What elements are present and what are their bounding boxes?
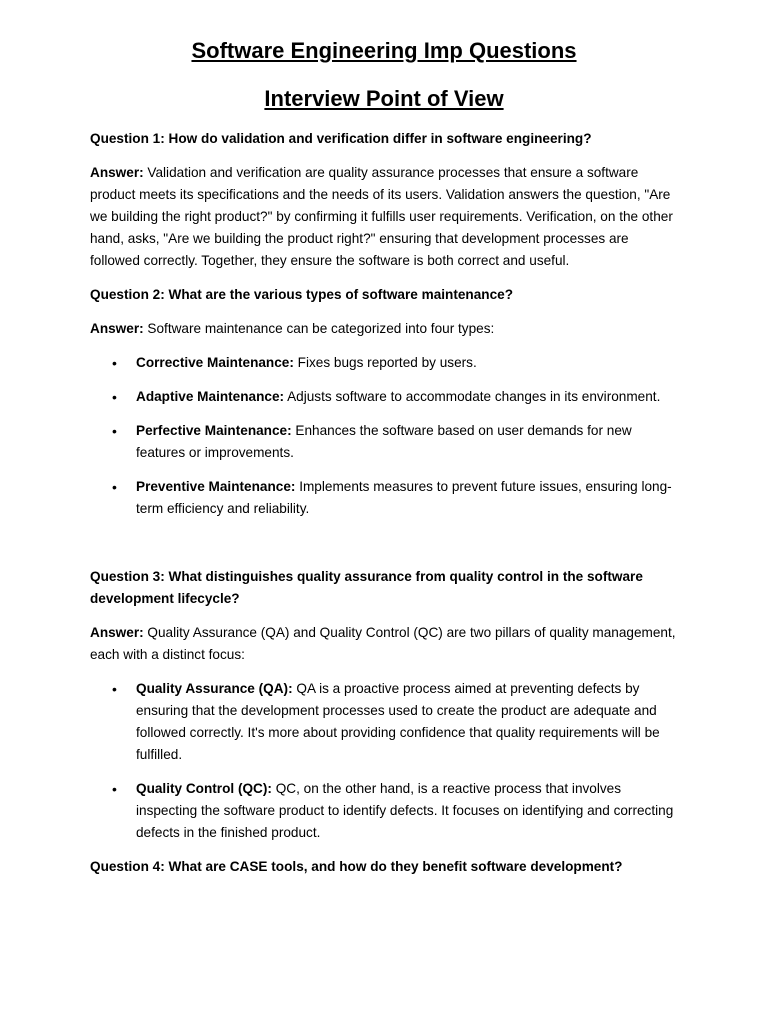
qa-qc-list <box>90 678 678 844</box>
bullet-icon: • <box>112 423 117 439</box>
answer-label: Answer: <box>90 321 144 336</box>
maintenance-types-list <box>90 352 678 520</box>
document-subtitle: Interview Point of View <box>264 86 504 111</box>
section-spacer <box>90 532 678 566</box>
list-item-term: Preventive Maintenance: <box>136 479 296 494</box>
list-item-text: Adjusts software to accommodate changes in its environment. <box>287 389 661 404</box>
answer-3 <box>90 622 678 666</box>
answer-label: Answer: <box>90 165 144 180</box>
bullet-icon: • <box>112 781 117 797</box>
answer-text: Software maintenance can be categorized into four types: <box>147 321 495 336</box>
answer-text: Quality Assurance (QA) and Quality Control (QC) are two pillars of quality management, each with a distinct focus: <box>90 625 676 662</box>
answer-label: Answer: <box>90 625 144 640</box>
list-item-term: Adaptive Maintenance: <box>136 389 285 404</box>
document-title: Software Engineering Imp Questions <box>191 38 577 63</box>
list-item-text: Implements measures to prevent future issues, ensuring long-term efficiency and reliability. <box>136 479 672 516</box>
bullet-icon: • <box>112 479 117 495</box>
bullet-icon: • <box>112 389 117 405</box>
question-3: Question 3: What distinguishes quality assurance from quality control in the software development lifecycle? <box>90 569 643 606</box>
list-item <box>90 420 678 464</box>
list-item <box>90 386 678 408</box>
bullet-icon: • <box>112 681 117 697</box>
list-item-term: Quality Assurance (QA): <box>136 681 293 696</box>
list-item <box>90 476 678 520</box>
answer-text: Validation and verification are quality assurance processes that ensure a software product meets its specifications and the needs of its users. Validation answers the question, "Are we building the right product?" by confirming it fulfills user requirements. Verification, on the other hand, asks, "Are we building the product right?" ensuring that development processes are followed correctly. Together, they ensure the software is both correct and useful. <box>90 165 673 268</box>
list-item <box>90 678 678 766</box>
answer-2 <box>90 318 678 340</box>
list-item-text: Enhances the software based on user demands for new features or improvements. <box>136 423 632 460</box>
bullet-icon: • <box>112 355 117 371</box>
question-4: Question 4: What are CASE tools, and how do they benefit software development? <box>90 859 623 874</box>
list-item-text: QC, on the other hand, is a reactive process that involves inspecting the software product to identify defects. It focuses on identifying and correcting defects in the finished product. <box>136 781 674 840</box>
list-item-term: Corrective Maintenance: <box>136 355 294 370</box>
list-item-text: QA is a proactive process aimed at preventing defects by ensuring that the development processes used to create the product are adequate and followed correctly. It's more about providing confidence that quality requirements will be fulfilled. <box>136 681 660 762</box>
question-2: Question 2: What are the various types of software maintenance? <box>90 287 514 302</box>
list-item <box>90 778 678 844</box>
list-item <box>90 352 678 374</box>
question-1: Question 1: How do validation and verification differ in software engineering? <box>90 131 592 146</box>
list-item-text: Fixes bugs reported by users. <box>297 355 477 370</box>
list-item-term: Perfective Maintenance: <box>136 423 292 438</box>
answer-1 <box>90 162 678 272</box>
list-item-term: Quality Control (QC): <box>136 781 272 796</box>
